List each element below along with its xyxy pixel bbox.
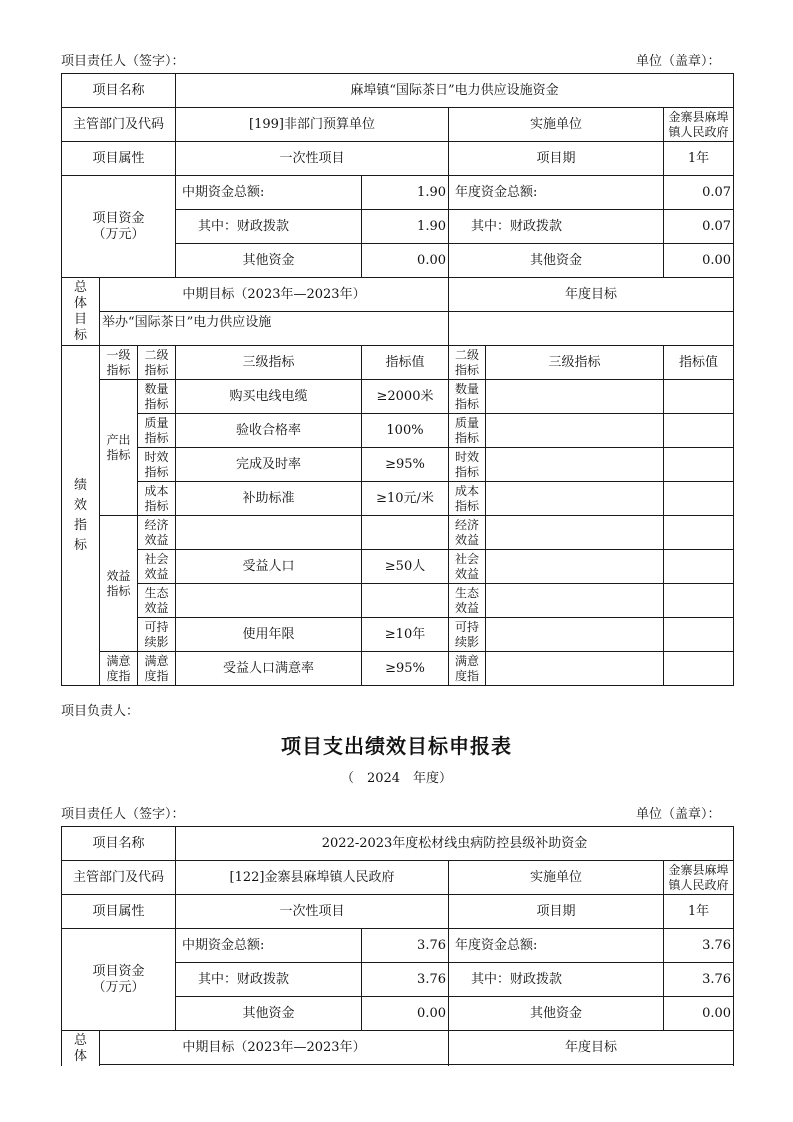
mid-fiscal-value: 1.90 (362, 210, 449, 244)
project-name-value: 麻埠镇“国际茶日”电力供应设施资金 (176, 74, 734, 108)
project-owner-label: 项目负责人： (61, 704, 140, 719)
form-title: 项目支出绩效目标申报表 (281, 734, 512, 758)
mid-other-value: 0.00 (362, 244, 449, 278)
dept-label: 主管部门及代码 (62, 108, 176, 142)
form-year: （ 2024 年度） (340, 771, 453, 786)
year-goal-header: 年度目标 (449, 278, 734, 312)
performance-table-2 (61, 826, 734, 1066)
table-row: 生态效益 (449, 584, 486, 618)
mid-fiscal-label: 其中：财政拨款 (176, 210, 362, 244)
mid-fiscal-value-2: 3.76 (362, 963, 449, 997)
table-row (176, 584, 362, 618)
mid-other-value-2: 0.00 (362, 997, 449, 1031)
impl-unit-label-2: 实施单位 (449, 861, 664, 895)
table-row: 经济效益 (449, 516, 486, 550)
project-fund-label-2: 项目资金（万元） (62, 929, 176, 1031)
table-row (486, 482, 664, 516)
satisfaction-indicator-label: 满意度指 (100, 652, 138, 686)
table-row: ≥95% (362, 652, 449, 686)
table-row (664, 414, 734, 448)
table-row (362, 516, 449, 550)
project-attr-label-2: 项目属性 (62, 895, 176, 929)
table-row (664, 448, 734, 482)
table-row: ≥10元/米 (362, 482, 449, 516)
project-period-value: 1年 (664, 142, 734, 176)
dept-label-2: 主管部门及代码 (62, 861, 176, 895)
year-other-value-2: 0.00 (664, 997, 734, 1031)
impl-unit-value: 金寨县麻埠镇人民政府 (664, 108, 734, 142)
table-row: 经济效益 (138, 516, 176, 550)
performance-indicator-label: 绩效指标 (62, 346, 100, 686)
dept-value-2: [122]金寨县麻埠镇人民政府 (176, 861, 449, 895)
table-row: 数量指标 (449, 380, 486, 414)
table-row (486, 414, 664, 448)
col-level2-header-year: 二级指标 (449, 346, 486, 380)
mid-goal-text: 举办“国际茶日”电力供应设施 (100, 312, 449, 346)
year-fiscal-value-2: 3.76 (664, 963, 734, 997)
responsible-signature-label: 项目责任人（签字）： (61, 54, 185, 69)
table-row: 质量指标 (449, 414, 486, 448)
col-value-header-year: 指标值 (664, 346, 734, 380)
table-row (664, 550, 734, 584)
project-name-value-2: 2022-2023年度松材线虫病防控县级补助资金 (176, 827, 734, 861)
table-row (486, 448, 664, 482)
mid-other-label: 其他资金 (176, 244, 362, 278)
project-attr-label: 项目属性 (62, 142, 176, 176)
table-2-clip (0, 825, 793, 1066)
table-row (664, 380, 734, 414)
table-row: ≥10年 (362, 618, 449, 652)
year-fiscal-label: 其中：财政拨款 (449, 210, 664, 244)
table-row (362, 584, 449, 618)
table-row: 受益人口满意率 (176, 652, 362, 686)
year-other-label-2: 其他资金 (449, 997, 664, 1031)
mid-fiscal-label-2: 其中：财政拨款 (176, 963, 362, 997)
col-level3-header-year: 三级指标 (486, 346, 664, 380)
table-row: 可持续影 (138, 618, 176, 652)
project-name-label: 项目名称 (62, 74, 176, 108)
table-row: 完成及时率 (176, 448, 362, 482)
table-row (486, 618, 664, 652)
impl-unit-value-2: 金寨县麻埠镇人民政府 (664, 861, 734, 895)
table-row: 成本指标 (138, 482, 176, 516)
year-goal-text-2 (449, 1065, 734, 1067)
year-other-value: 0.00 (664, 244, 734, 278)
table-row: 验收合格率 (176, 414, 362, 448)
col-level1-header: 一级指标 (100, 346, 138, 380)
mid-total-label: 中期资金总额: (176, 176, 362, 210)
project-fund-label: 项目资金（万元） (62, 176, 176, 278)
table-row: 购买电线电缆 (176, 380, 362, 414)
table-row: 数量指标 (138, 380, 176, 414)
table-row: 质量指标 (138, 414, 176, 448)
table-row: 成本指标 (449, 482, 486, 516)
table-row: 满意度指 (449, 652, 486, 686)
table-row (486, 550, 664, 584)
performance-table-1 (61, 73, 734, 686)
benefit-indicator-label: 效益指标 (100, 516, 138, 652)
table-row (176, 516, 362, 550)
table-row: 社会效益 (449, 550, 486, 584)
table-row: ≥95% (362, 448, 449, 482)
table-row: 时效指标 (449, 448, 486, 482)
project-attr-value-2: 一次性项目 (176, 895, 449, 929)
table-row (486, 516, 664, 550)
year-total-label-2: 年度资金总额: (449, 929, 664, 963)
year-goal-text (449, 312, 734, 346)
project-name-label-2: 项目名称 (62, 827, 176, 861)
table-row: 可持续影 (449, 618, 486, 652)
table-row: 社会效益 (138, 550, 176, 584)
responsible-signature-label-2: 项目责任人（签字）： (61, 807, 185, 822)
table-row (664, 482, 734, 516)
mid-goal-header-2: 中期目标（2023年—2023年） (100, 1031, 449, 1065)
col-level3-header: 三级指标 (176, 346, 362, 380)
output-indicator-label: 产出指标 (100, 380, 138, 516)
unit-seal-label-2: 单位（盖章）： (636, 807, 721, 822)
table-row (664, 652, 734, 686)
table-row: ≥2000米 (362, 380, 449, 414)
year-other-label: 其他资金 (449, 244, 664, 278)
year-goal-header-2: 年度目标 (449, 1031, 734, 1065)
mid-other-label-2: 其他资金 (176, 997, 362, 1031)
table-row (664, 516, 734, 550)
col-level2-header: 二级指标 (138, 346, 176, 380)
table-row: 补助标准 (176, 482, 362, 516)
mid-total-label-2: 中期资金总额: (176, 929, 362, 963)
col-value-header: 指标值 (362, 346, 449, 380)
table-row: 受益人口 (176, 550, 362, 584)
project-period-label: 项目期 (449, 142, 664, 176)
overall-goal-label: 总体目标 (62, 278, 100, 346)
table-row (486, 584, 664, 618)
table-row: ≥50人 (362, 550, 449, 584)
project-period-label-2: 项目期 (449, 895, 664, 929)
year-total-value: 0.07 (664, 176, 734, 210)
mid-goal-text-2 (100, 1065, 449, 1067)
overall-goal-label-2: 总体 (62, 1031, 100, 1067)
project-attr-value: 一次性项目 (176, 142, 449, 176)
table-row (486, 380, 664, 414)
year-total-label: 年度资金总额: (449, 176, 664, 210)
unit-seal-label: 单位（盖章）： (636, 54, 721, 69)
year-fiscal-value: 0.07 (664, 210, 734, 244)
year-total-value-2: 3.76 (664, 929, 734, 963)
table-row (486, 652, 664, 686)
impl-unit-label: 实施单位 (449, 108, 664, 142)
table-row (664, 618, 734, 652)
mid-goal-header: 中期目标（2023年—2023年） (100, 278, 449, 312)
table-row: 生态效益 (138, 584, 176, 618)
mid-total-value: 1.90 (362, 176, 449, 210)
dept-value: [199]非部门预算单位 (176, 108, 449, 142)
mid-total-value-2: 3.76 (362, 929, 449, 963)
project-period-value-2: 1年 (664, 895, 734, 929)
table-row: 时效指标 (138, 448, 176, 482)
table-row: 100% (362, 414, 449, 448)
year-fiscal-label-2: 其中：财政拨款 (449, 963, 664, 997)
table-row (664, 584, 734, 618)
table-row: 使用年限 (176, 618, 362, 652)
table-row: 满意度指 (138, 652, 176, 686)
